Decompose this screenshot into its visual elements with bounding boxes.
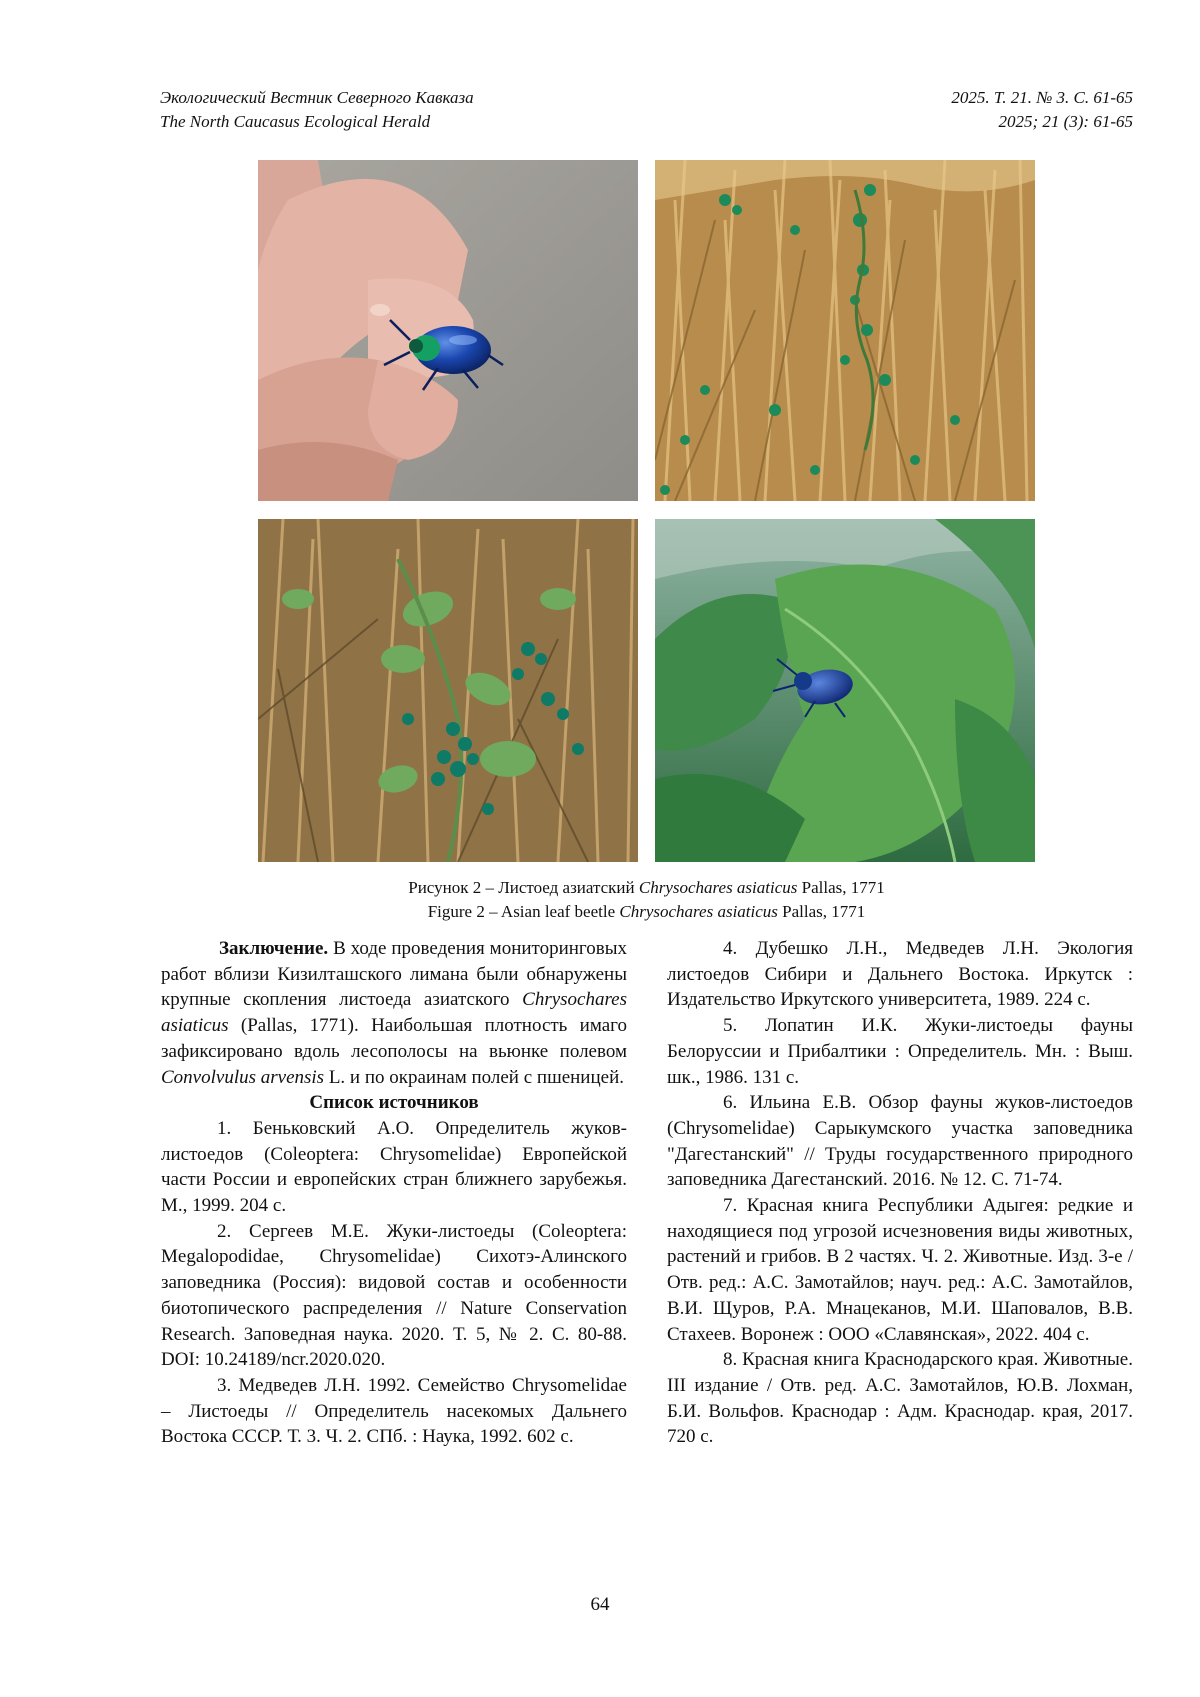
reference-item: 4. Дубешко Л.Н., Медведев Л.Н. Экология листоедов Сибири и Дальнего Востока. Иркутск : Издательство Иркутского университета, 1989. 224 с. (667, 938, 1133, 1011)
journal-title-ru: Экологический Вестник Северного Кавказа (160, 88, 474, 107)
conclusion-plant: Convolvulus arvensis (161, 1066, 325, 1088)
text-column-right (667, 936, 1133, 1450)
running-header-line-2 (160, 110, 1133, 134)
photo-bindweed-beetle-cluster (258, 519, 638, 862)
reference-item: 3. Медведев Л.Н. 1992. Семейство Chrysomelidae – Листоеды // Определитель насекомых Дальнего Востока СССР. Т. 3. Ч. 2. СПб. : Наука, 1992. 602 с. (161, 1374, 627, 1448)
page-number: 64 (590, 1594, 610, 1615)
conclusion-heading: Заключение. (219, 938, 329, 959)
reference-item: 2. Сергеев М.Е. Жуки-листоеды (Coleoptera: Megalopodidae, Chrysomelidae) Сихотэ-Алинского заповедника (Россия): видовой состав и особенности биотопического распределения // Nature Conservation Research. Заповедная наука. 2020. Т. 5, № 2. С. 80-88. DOI: 10.24189/ncr.2020.020. (161, 1220, 627, 1371)
reference-item: 7. Красная книга Республики Адыгея: редкие и находящиеся под угрозой исчезновения виды животных, растений и грибов. В 2 частях. Ч. 2. Животные. Изд. 3-е / Отв. ред.: А.С. Замотайлов; науч. ред.: А.С. Замотайлов, В.И. Щуров, Р.А. Мнацеканов, М.И. Шаповалов, В.В. Стахеев. Воронеж : ООО «Славянская», 2022. 404 с. (667, 1195, 1133, 1345)
photo-beetle-on-leaf (655, 519, 1035, 862)
reference-item: 6. Ильина Е.В. Обзор фауны жуков-листоедов (Chrysomelidae) Сарыкумского участка заповедника "Дагестанский" // Труды государственного природного заповедника Дагестанский. 2016. № 12. С. 71-74. (667, 1092, 1133, 1191)
journal-title-en: The North Caucasus Ecological Herald (160, 112, 431, 131)
caption-species-en: Chrysochares asiaticus (619, 902, 778, 921)
running-header-line-1 (160, 86, 1133, 110)
figure-caption-en: Figure 2 – Asian leaf beetle Chrysochares asiaticus Pallas, 1771 (427, 902, 866, 921)
citation-ru: 2025. Т. 21. № 3. С. 61-65 (951, 88, 1133, 107)
text-column-left (161, 936, 627, 1450)
reference-item: 5. Лопатин И.К. Жуки-листоеды фауны Белоруссии и Прибалтики : Определитель. Мн. : Выш. шк., 1986. 131 с. (667, 1015, 1133, 1088)
conclusion-paragraph: Заключение. В ходе проведения мониторинговых работ вблизи Кизилташского лимана были обнаружены крупные скопления листоеда азиатского Chrysochares asiaticus (Pallas, 1771). Наибольшая плотность имаго зафиксировано вдоль лесополосы на вьюнке полевом Convolvulus arvensis L. и по окраинам полей с пшеницей. (161, 938, 627, 1088)
figure-caption-ru: Рисунок 2 – Листоед азиатский Chrysochares asiaticus Pallas, 1771 (408, 878, 885, 897)
photo-wheat-field-beetles (655, 160, 1035, 501)
reference-item: 1. Беньковский А.О. Определитель жуков-листоедов (Coleoptera: Chrysomelidae) Европейской части России и европейских стран ближнего зарубежья. М., 1999. 204 с. (161, 1117, 627, 1217)
photo-beetle-on-finger (258, 160, 638, 501)
conclusion-species: Chrysochares asiaticus (161, 989, 627, 1037)
reference-item: 8. Красная книга Краснодарского края. Животные. III издание / Отв. ред. А.С. Замотайлов, Ю.В. Лохман, Б.И. Вольфов. Краснодар : Адм. Краснодар. края, 2017. 720 с. (667, 1349, 1133, 1448)
references-heading: Список источников (309, 1092, 479, 1114)
citation-en: 2025; 21 (3): 61-65 (998, 112, 1133, 131)
caption-species-ru: Chrysochares asiaticus (638, 878, 798, 897)
